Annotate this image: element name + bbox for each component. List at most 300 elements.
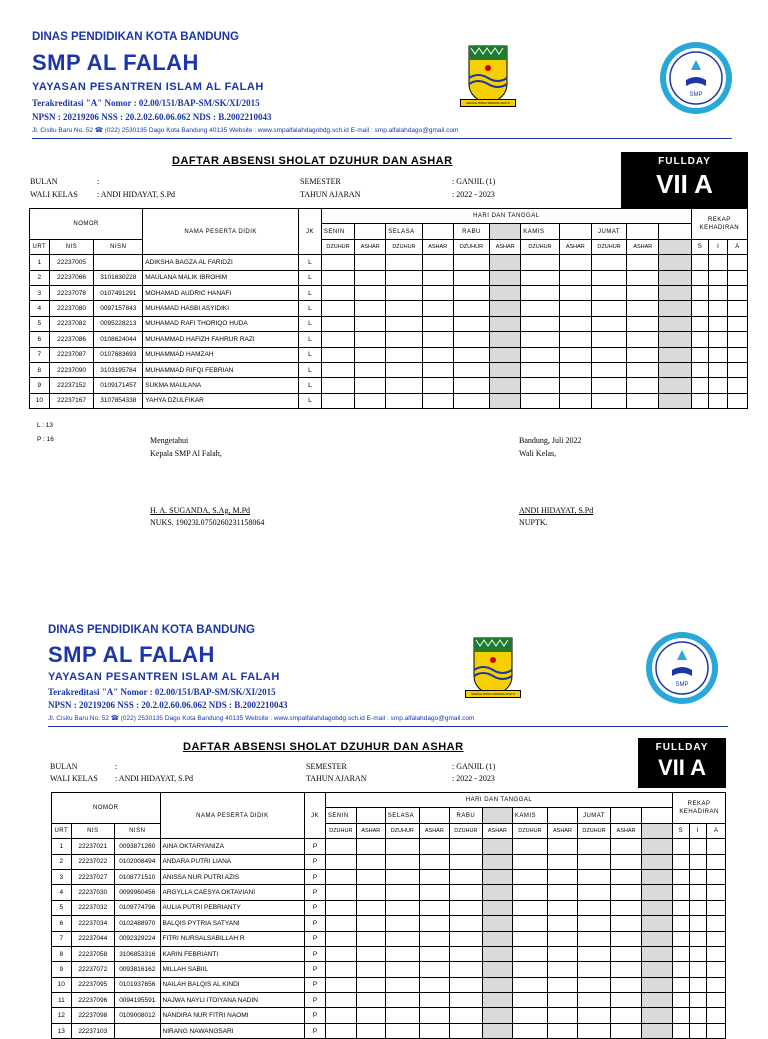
attendance-cell[interactable] [325,854,356,869]
header-i: I [709,239,728,254]
attendance-cell[interactable] [659,270,691,285]
attendance-cell[interactable] [482,869,512,884]
attendance-cell[interactable] [512,1008,547,1023]
attendance-cell[interactable] [642,885,673,900]
attendance-cell[interactable] [386,393,422,408]
header-day-selasa: SELASA [386,224,422,239]
attendance-cell[interactable] [482,1008,512,1023]
attendance-cell[interactable] [356,1023,385,1038]
attendance-cell[interactable] [385,854,419,869]
attendance-cell[interactable] [355,316,386,331]
attendance-cell[interactable] [419,885,449,900]
attendance-cell[interactable] [419,1008,449,1023]
attendance-cell[interactable] [659,332,691,347]
attendance-cell[interactable] [449,977,482,992]
attendance-cell[interactable] [547,854,577,869]
attendance-cell[interactable] [627,255,659,270]
attendance-cell[interactable] [512,854,547,869]
attendance-cell[interactable] [512,931,547,946]
nisn-cell: 0094195591 [115,993,161,1008]
attendance-cell[interactable] [547,885,577,900]
attendance-cell[interactable] [449,900,482,915]
attendance-cell[interactable] [386,362,422,377]
attendance-cell[interactable] [591,378,626,393]
attendance-cell[interactable] [512,1023,547,1038]
attendance-cell[interactable] [512,900,547,915]
attendance-cell[interactable] [321,301,354,316]
attendance-cell[interactable] [591,347,626,362]
attendance-cell[interactable] [490,270,521,285]
rekap-cell [691,393,709,408]
attendance-cell[interactable] [577,977,610,992]
attendance-cell[interactable] [422,255,453,270]
attendance-cell[interactable] [512,977,547,992]
attendance-cell[interactable] [453,285,489,300]
attendance-cell[interactable] [385,993,419,1008]
attendance-cell[interactable] [449,962,482,977]
rekap-cell [673,854,690,869]
attendance-cell[interactable] [482,931,512,946]
nis-cell: 22237082 [49,316,94,331]
attendance-cell[interactable] [490,316,521,331]
attendance-cell[interactable] [422,393,453,408]
attendance-cell[interactable] [422,362,453,377]
attendance-cell[interactable] [419,839,449,854]
attendance-cell[interactable] [512,885,547,900]
attendance-cell[interactable] [577,854,610,869]
gender-cell: L [299,255,322,270]
attendance-cell[interactable] [386,301,422,316]
attendance-cell[interactable] [627,316,659,331]
attendance-cell[interactable] [559,301,591,316]
rekap-cell [689,1023,707,1038]
attendance-cell[interactable] [521,316,559,331]
attendance-cell[interactable] [659,378,691,393]
attendance-cell[interactable] [422,378,453,393]
attendance-cell[interactable] [449,1023,482,1038]
attendance-cell[interactable] [355,347,386,362]
attendance-cell[interactable] [627,393,659,408]
attendance-cell[interactable] [385,946,419,961]
attendance-cell[interactable] [325,1008,356,1023]
attendance-cell[interactable] [642,993,673,1008]
attendance-cell[interactable] [419,946,449,961]
attendance-cell[interactable] [449,946,482,961]
attendance-cell[interactable] [356,946,385,961]
attendance-cell[interactable] [355,255,386,270]
attendance-cell[interactable] [547,993,577,1008]
attendance-cell[interactable] [449,839,482,854]
attendance-cell[interactable] [453,301,489,316]
attendance-cell[interactable] [521,332,559,347]
student-name-cell: NAILAH BALQIS AL KINDI [160,977,305,992]
attendance-cell[interactable] [591,362,626,377]
attendance-cell[interactable] [611,869,642,884]
seal-text: SMP [689,92,703,98]
attendance-cell[interactable] [356,962,385,977]
row-number: 1 [52,839,72,854]
attendance-cell[interactable] [449,1008,482,1023]
attendance-cell[interactable] [419,1023,449,1038]
attendance-cell[interactable] [453,393,489,408]
attendance-cell[interactable] [482,993,512,1008]
attendance-cell[interactable] [386,270,422,285]
rekap-cell [709,301,728,316]
tahun-ajaran-value: : 2022 - 2023 [452,774,495,783]
attendance-cell[interactable] [453,270,489,285]
row-number: 5 [30,316,50,331]
attendance-cell[interactable] [611,1023,642,1038]
table-row [52,946,726,961]
rekap-cell [689,839,707,854]
attendance-cell[interactable] [591,285,626,300]
attendance-cell[interactable] [449,885,482,900]
attendance-cell[interactable] [521,301,559,316]
attendance-cell[interactable] [547,869,577,884]
attendance-cell[interactable] [419,977,449,992]
attendance-cell[interactable] [356,916,385,931]
attendance-cell[interactable] [591,301,626,316]
attendance-cell[interactable] [325,869,356,884]
attendance-cell[interactable] [325,839,356,854]
rekap-cell [691,316,709,331]
attendance-cell[interactable] [482,885,512,900]
attendance-cell[interactable] [453,255,489,270]
attendance-cell[interactable] [659,362,691,377]
attendance-cell[interactable] [490,362,521,377]
attendance-cell[interactable] [490,332,521,347]
attendance-cell[interactable] [659,347,691,362]
attendance-cell[interactable] [386,316,422,331]
attendance-cell[interactable] [482,962,512,977]
attendance-cell[interactable] [547,931,577,946]
attendance-cell[interactable] [559,378,591,393]
attendance-cell[interactable] [627,332,659,347]
rekap-cell [707,885,726,900]
student-name-cell: ANDARA PUTRI LIANA [160,854,305,869]
attendance-cell[interactable] [386,332,422,347]
attendance-cell[interactable] [449,869,482,884]
attendance-cell[interactable] [355,301,386,316]
attendance-cell[interactable] [577,900,610,915]
rekap-cell [691,332,709,347]
attendance-cell[interactable] [385,931,419,946]
attendance-cell[interactable] [611,916,642,931]
attendance-cell[interactable] [591,393,626,408]
attendance-cell[interactable] [422,347,453,362]
attendance-cell[interactable] [325,946,356,961]
attendance-cell[interactable] [547,1008,577,1023]
attendance-cell[interactable] [490,255,521,270]
attendance-cell[interactable] [325,900,356,915]
attendance-cell[interactable] [355,393,386,408]
attendance-cell[interactable] [591,316,626,331]
attendance-cell[interactable] [642,916,673,931]
attendance-cell[interactable] [642,1008,673,1023]
attendance-cell[interactable] [422,270,453,285]
attendance-cell[interactable] [325,993,356,1008]
gender-cell: L [299,270,322,285]
attendance-cell[interactable] [321,393,354,408]
attendance-cell[interactable] [512,839,547,854]
attendance-cell[interactable] [559,393,591,408]
attendance-cell[interactable] [559,347,591,362]
row-number: 13 [52,1023,72,1038]
attendance-cell[interactable] [627,362,659,377]
header-day-cell [490,224,521,239]
attendance-cell[interactable] [419,869,449,884]
attendance-cell[interactable] [659,301,691,316]
rekap-cell [691,270,709,285]
attendance-cell[interactable] [642,962,673,977]
attendance-cell[interactable] [449,993,482,1008]
attendance-cell[interactable] [577,1008,610,1023]
rekap-cell [728,378,748,393]
attendance-cell[interactable] [385,916,419,931]
attendance-cell[interactable] [325,962,356,977]
header-divider [32,138,732,139]
attendance-cell[interactable] [356,900,385,915]
table-row [30,285,748,300]
attendance-cell[interactable] [325,1023,356,1038]
attendance-cell[interactable] [385,900,419,915]
attendance-cell[interactable] [356,839,385,854]
attendance-cell[interactable] [627,301,659,316]
attendance-cell[interactable] [321,285,354,300]
attendance-cell[interactable] [422,285,453,300]
attendance-cell[interactable] [577,946,610,961]
attendance-cell[interactable] [449,916,482,931]
attendance-cell[interactable] [321,332,354,347]
attendance-cell[interactable] [627,285,659,300]
attendance-cell[interactable] [419,916,449,931]
attendance-cell[interactable] [559,316,591,331]
attendance-cell[interactable] [490,301,521,316]
attendance-cell[interactable] [453,332,489,347]
attendance-cell[interactable] [512,993,547,1008]
attendance-cell[interactable] [521,393,559,408]
attendance-cell[interactable] [591,255,626,270]
attendance-cell[interactable] [419,962,449,977]
gender-cell: P [305,839,326,854]
attendance-cell[interactable] [490,393,521,408]
attendance-cell[interactable] [453,347,489,362]
table-row [30,316,748,331]
attendance-cell[interactable] [547,1023,577,1038]
attendance-cell[interactable] [559,332,591,347]
attendance-cell[interactable] [419,931,449,946]
attendance-cell[interactable] [385,839,419,854]
attendance-cell[interactable] [611,885,642,900]
attendance-cell[interactable] [627,347,659,362]
attendance-cell[interactable] [325,977,356,992]
attendance-cell[interactable] [611,946,642,961]
attendance-cell[interactable] [591,332,626,347]
attendance-cell[interactable] [577,962,610,977]
attendance-cell[interactable] [419,993,449,1008]
attendance-cell[interactable] [325,916,356,931]
attendance-sheet-2 [0,600,768,1035]
attendance-cell[interactable] [325,885,356,900]
document-title: DAFTAR ABSENSI SHOLAT DZUHUR DAN ASHAR [172,155,453,167]
attendance-cell[interactable] [355,378,386,393]
attendance-cell[interactable] [611,854,642,869]
attendance-cell[interactable] [547,977,577,992]
class-name: VII A [657,755,707,780]
attendance-cell[interactable] [356,1008,385,1023]
attendance-cell[interactable] [512,916,547,931]
attendance-cell[interactable] [642,869,673,884]
attendance-cell[interactable] [386,347,422,362]
attendance-cell[interactable] [482,977,512,992]
attendance-cell[interactable] [659,393,691,408]
attendance-cell[interactable] [356,869,385,884]
attendance-cell[interactable] [355,270,386,285]
attendance-cell[interactable] [385,977,419,992]
attendance-cell[interactable] [512,946,547,961]
attendance-cell[interactable] [521,285,559,300]
row-number: 6 [52,916,72,931]
attendance-cell[interactable] [386,378,422,393]
attendance-cell[interactable] [419,900,449,915]
attendance-cell[interactable] [482,916,512,931]
attendance-cell[interactable] [385,1023,419,1038]
city-motto: GEMAH RIPAH WIBAWA MUKTI [466,101,510,105]
attendance-cell[interactable] [321,255,354,270]
attendance-cell[interactable] [591,270,626,285]
attendance-cell[interactable] [356,854,385,869]
attendance-cell[interactable] [547,946,577,961]
attendance-cell[interactable] [559,255,591,270]
gender-cell: P [305,931,326,946]
attendance-cell[interactable] [611,900,642,915]
rekap-cell [689,916,707,931]
attendance-cell[interactable] [642,946,673,961]
attendance-cell[interactable] [385,869,419,884]
attendance-cell[interactable] [611,962,642,977]
attendance-cell[interactable] [321,347,354,362]
student-name-cell: ANISSA NUR PUTRI AZIS [160,869,305,884]
attendance-cell[interactable] [611,993,642,1008]
attendance-cell[interactable] [356,931,385,946]
attendance-cell[interactable] [482,946,512,961]
rekap-cell [673,977,690,992]
attendance-cell[interactable] [386,255,422,270]
attendance-cell[interactable] [449,931,482,946]
attendance-cell[interactable] [321,378,354,393]
nis-cell: 22237021 [71,839,114,854]
attendance-cell[interactable] [547,916,577,931]
attendance-cell[interactable] [642,1023,673,1038]
attendance-cell[interactable] [385,885,419,900]
attendance-cell[interactable] [355,285,386,300]
attendance-cell[interactable] [659,316,691,331]
attendance-cell[interactable] [559,270,591,285]
attendance-cell[interactable] [419,854,449,869]
attendance-cell[interactable] [659,285,691,300]
gender-cell: L [299,378,322,393]
attendance-cell[interactable] [577,1023,610,1038]
attendance-cell[interactable] [521,378,559,393]
attendance-cell[interactable] [490,378,521,393]
attendance-cell[interactable] [642,931,673,946]
nis-cell: 22237034 [71,916,114,931]
attendance-cell[interactable] [642,839,673,854]
attendance-cell[interactable] [356,993,385,1008]
row-number: 11 [52,993,72,1008]
nis-cell: 22237167 [49,393,94,408]
attendance-cell[interactable] [559,362,591,377]
attendance-cell[interactable] [577,885,610,900]
attendance-cell[interactable] [512,869,547,884]
attendance-cell[interactable] [453,316,489,331]
nis-cell: 22237072 [71,962,114,977]
attendance-cell[interactable] [449,854,482,869]
attendance-cell[interactable] [482,854,512,869]
attendance-cell[interactable] [512,962,547,977]
attendance-cell[interactable] [577,869,610,884]
attendance-cell[interactable] [490,347,521,362]
attendance-cell[interactable] [577,839,610,854]
header-ashar: ASHAR [356,823,385,838]
attendance-cell[interactable] [453,378,489,393]
attendance-cell[interactable] [659,255,691,270]
attendance-cell[interactable] [385,962,419,977]
attendance-cell[interactable] [627,270,659,285]
attendance-cell[interactable] [386,285,422,300]
attendance-cell[interactable] [482,839,512,854]
attendance-cell[interactable] [559,285,591,300]
attendance-cell[interactable] [642,900,673,915]
attendance-cell[interactable] [642,977,673,992]
attendance-cell[interactable] [355,332,386,347]
attendance-cell[interactable] [356,885,385,900]
attendance-cell[interactable] [490,285,521,300]
attendance-cell[interactable] [422,332,453,347]
attendance-cell[interactable] [611,1008,642,1023]
attendance-cell[interactable] [321,270,354,285]
attendance-cell[interactable] [627,378,659,393]
attendance-cell[interactable] [321,316,354,331]
attendance-cell[interactable] [521,347,559,362]
attendance-cell[interactable] [356,977,385,992]
attendance-cell[interactable] [611,931,642,946]
attendance-cell[interactable] [321,362,354,377]
attendance-cell[interactable] [453,362,489,377]
attendance-cell[interactable] [577,931,610,946]
attendance-cell[interactable] [547,900,577,915]
attendance-cell[interactable] [521,270,559,285]
attendance-cell[interactable] [325,931,356,946]
attendance-cell[interactable] [385,1008,419,1023]
attendance-cell[interactable] [422,316,453,331]
attendance-cell[interactable] [355,362,386,377]
rekap-cell [673,962,690,977]
header-day-cell [547,808,577,823]
attendance-cell[interactable] [611,839,642,854]
attendance-cell[interactable] [547,839,577,854]
attendance-cell[interactable] [611,977,642,992]
attendance-cell[interactable] [642,854,673,869]
attendance-cell[interactable] [422,301,453,316]
attendance-cell[interactable] [577,993,610,1008]
attendance-cell[interactable] [521,362,559,377]
attendance-cell[interactable] [482,1023,512,1038]
attendance-cell[interactable] [521,255,559,270]
attendance-cell[interactable] [482,900,512,915]
attendance-cell[interactable] [577,916,610,931]
attendance-cell[interactable] [547,962,577,977]
